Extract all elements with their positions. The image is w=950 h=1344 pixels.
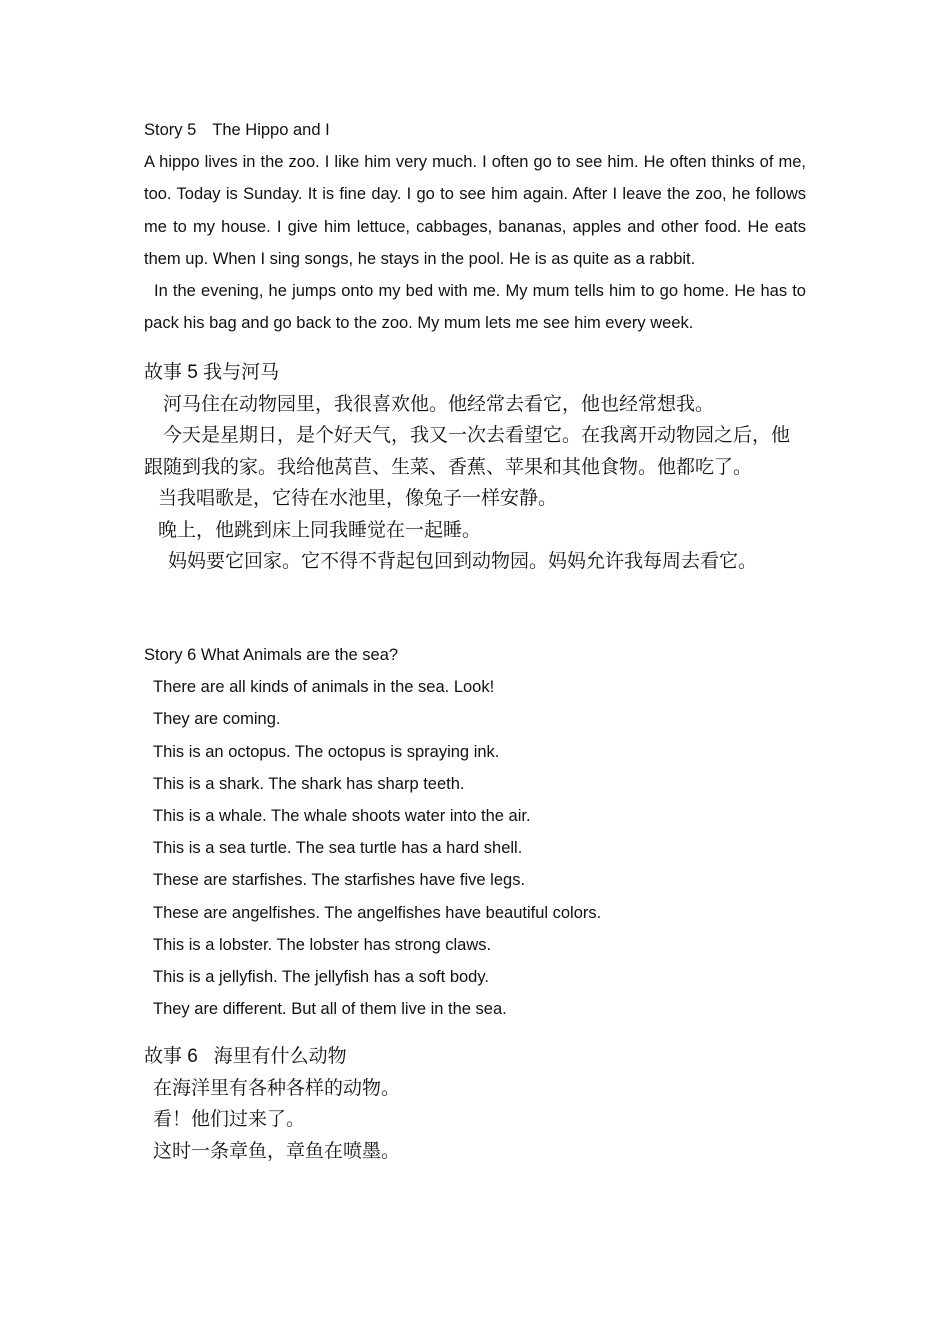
story6-zh-line: 看！他们过来了。 (153, 1109, 306, 1131)
story6-title: Story 6 What Animals are the sea? (144, 645, 399, 664)
story6-zh-section (144, 1041, 806, 1167)
document-page (144, 114, 806, 1167)
spacer (144, 339, 806, 357)
story6-line: This is a lobster. The lobster has strong claws. (153, 935, 492, 954)
story5-zh-line: 晚上，他跳到床上同我睡觉在一起睡。 (158, 519, 482, 541)
story6-zh-line: 在海洋里有各种各样的动物。 (153, 1077, 401, 1099)
story6-section (144, 639, 806, 1025)
story6-line: There are all kinds of animals in the sea. Look! (153, 678, 495, 697)
spacer (144, 578, 806, 639)
story5-section (144, 114, 806, 339)
story6-line: They are coming. (153, 710, 281, 729)
story5-paragraph-2: In the evening, he jumps onto my bed with me. My mum tells him to go home. He has to pack his bag and go back to the zoo. My mum lets me see him every week. (144, 282, 806, 333)
story5-zh-section (144, 357, 806, 578)
story5-zh-title: 故事 5 我与河马 (144, 362, 280, 384)
spacer (144, 1025, 806, 1041)
story6-zh-line: 这时一条章鱼，章鱼在喷墨。 (153, 1140, 401, 1162)
story6-line: These are angelfishes. The angelfishes have beautiful colors. (153, 903, 602, 922)
story6-line: These are starfishes. The starfishes have five legs. (153, 871, 526, 890)
story6-zh-title: 故事 6 海里有什么动物 (144, 1046, 347, 1068)
story6-line: This is a whale. The whale shoots water into the air. (153, 806, 531, 825)
story5-zh-line: 河马住在动物园里，我很喜欢他。他经常去看它，他也经常想我。 (163, 393, 715, 415)
story6-line: This is an octopus. The octopus is spraying ink. (153, 742, 500, 761)
story5-zh-line: 今天是星期日，是个好天气，我又一次去看望它。在我离开动物园之后，他跟随到我的家。我给他莴苣、生菜、香蕉、苹果和其他食物。他都吃了。 (144, 425, 791, 478)
story6-line: This is a shark. The shark has sharp teeth. (153, 774, 465, 793)
story6-line: This is a sea turtle. The sea turtle has a hard shell. (153, 839, 523, 858)
story5-paragraph-1: A hippo lives in the zoo. I like him very much. I often go to see him. He often thinks of me, too. Today is Sunday. It is fine day. I go to see him again. After I leave the zoo, he follows me to my house. I give him lettuce, cabbages, bananas, apples and other food. He eats them up. When I sing songs, he stays in the pool. He is as quite as a rabbit. (144, 153, 806, 268)
story5-title (144, 114, 806, 146)
story6-line: They are different. But all of them live in the sea. (153, 1000, 507, 1019)
story5-zh-line: 当我唱歌是，它待在水池里，像兔子一样安静。 (158, 488, 558, 510)
story5-title-num: Story 5 (144, 121, 197, 139)
story5-zh-line: 妈妈要它回家。它不得不背起包回到动物园。妈妈允许我每周去看它。 (168, 551, 758, 573)
story5-title-text: The Hippo and I (212, 121, 330, 139)
story6-line: This is a jellyfish. The jellyfish has a soft body. (153, 967, 489, 986)
